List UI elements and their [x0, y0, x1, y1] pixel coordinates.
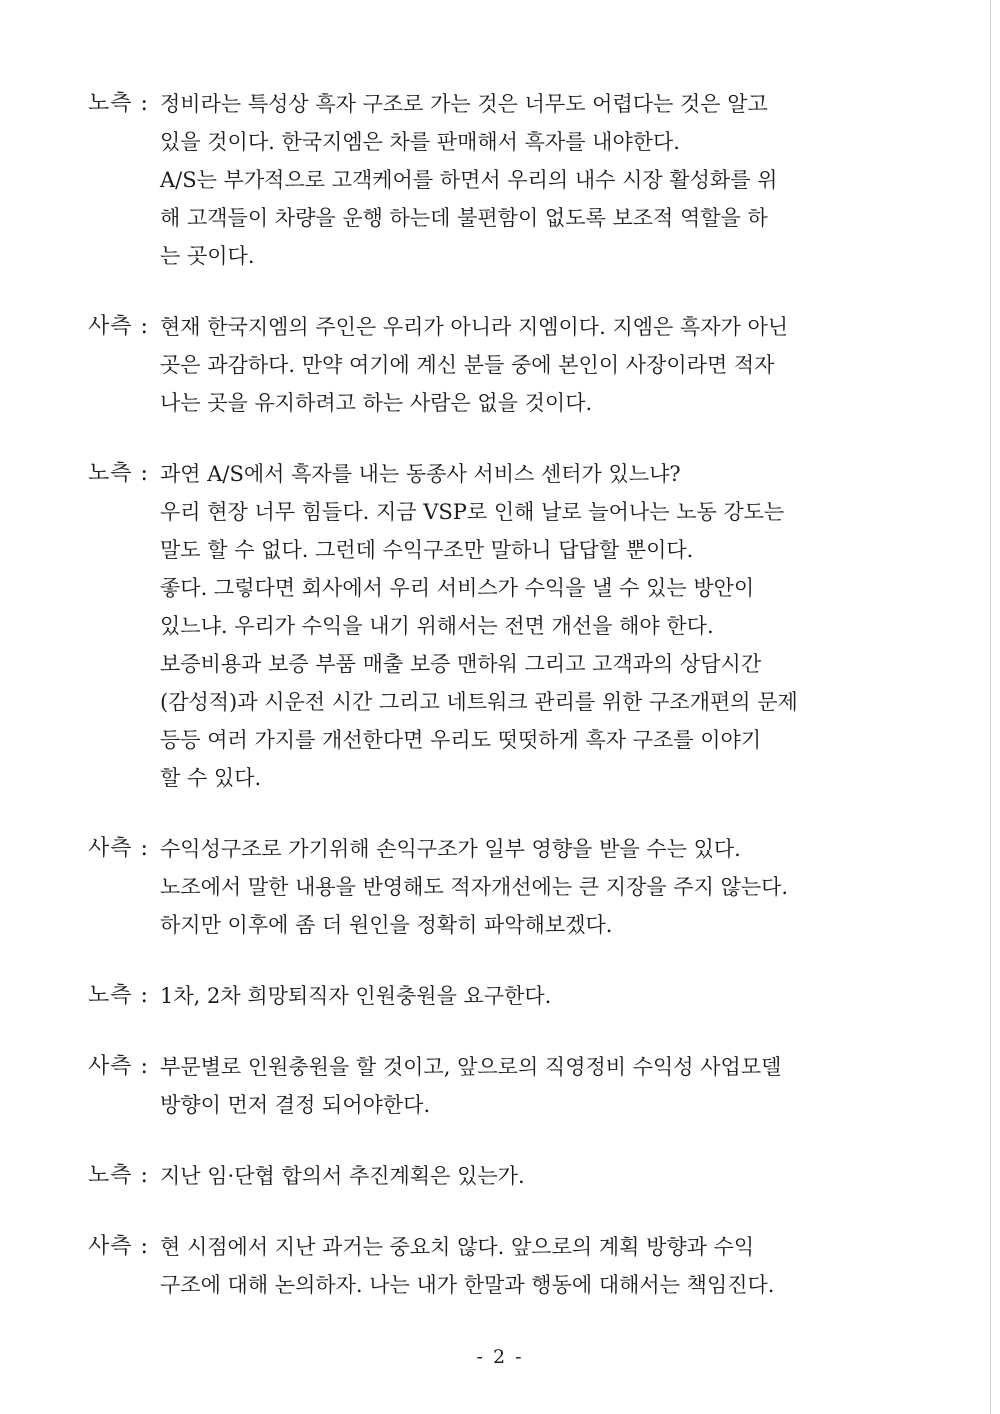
dialogue-entry — [88, 1228, 898, 1304]
dialogue-entry — [88, 308, 898, 422]
dialogue-text — [160, 830, 898, 944]
text-line: 현재 한국지엠의 주인은 우리가 아니라 지엠이다. 지엠은 흑자가 아닌 — [160, 315, 789, 339]
speaker-label: 노측 : — [88, 91, 149, 116]
text-line: 는 곳이다. — [160, 244, 255, 268]
dialogue-entry — [88, 977, 898, 1015]
speaker-label: 사측 : — [88, 314, 149, 339]
text-line: 정비라는 특성상 흑자 구조로 가는 것은 너무도 어렵다는 것은 알고 — [160, 92, 768, 116]
dialogue-text — [160, 308, 898, 422]
page-edge-line — [990, 0, 991, 1414]
text-line: 1차, 2차 희망퇴직자 인원충원을 요구한다. — [160, 984, 552, 1008]
dialogue-entry — [88, 1157, 898, 1195]
speaker-label: 사측 : — [88, 836, 149, 861]
dialogue-text — [160, 1228, 898, 1304]
text-line: 나는 곳을 유지하려고 하는 사람은 없을 것이다. — [160, 391, 593, 415]
dialogue-text — [160, 85, 898, 275]
dialogue-entry — [88, 830, 898, 944]
text-line: 과연 A/S에서 흑자를 내는 동종사 서비스 센터가 있느냐? — [160, 462, 681, 486]
text-line: 우리 현장 너무 힘들다. 지금 VSP로 인해 날로 늘어나는 노동 강도는 — [160, 500, 785, 524]
dialogue-text — [160, 1048, 898, 1124]
text-line: 노조에서 말한 내용을 반영해도 적자개선에는 큰 지장을 주지 않는다. — [160, 875, 789, 899]
text-line: 수익성구조로 가기위해 손익구조가 일부 영향을 받을 수는 있다. — [160, 837, 741, 861]
dialogue-text — [160, 1157, 898, 1195]
speaker-label: 사측 : — [88, 1234, 149, 1259]
speaker-label: 노측 : — [88, 1163, 149, 1188]
text-line: 지난 임·단협 합의서 추진계획은 있는가. — [160, 1164, 525, 1188]
text-line: 할 수 있다. — [160, 766, 262, 790]
text-line: A/S는 부가적으로 고객케어를 하면서 우리의 내수 시장 활성화를 위 — [160, 168, 778, 192]
speaker-label: 사측 : — [88, 1054, 149, 1079]
text-line: 해 고객들이 차량을 운행 하는데 불편함이 없도록 보조적 역할을 하 — [160, 206, 768, 230]
text-line: 하지만 이후에 좀 더 원인을 정확히 파악해보겠다. — [160, 913, 613, 937]
dialogue-entry — [88, 1048, 898, 1124]
text-line: 곳은 과감하다. 만약 여기에 계신 분들 중에 본인이 사장이라면 적자 — [160, 353, 775, 377]
text-line: 있느냐. 우리가 수익을 내기 위해서는 전면 개선을 해야 한다. — [160, 614, 714, 638]
dialogue-entry — [88, 85, 898, 275]
text-line: (감성적)과 시운전 시간 그리고 네트워크 관리를 위한 구조개편의 문제 — [160, 690, 798, 714]
text-line: 있을 것이다. 한국지엠은 차를 판매해서 흑자를 내야한다. — [160, 130, 680, 154]
speaker-label: 노측 : — [88, 983, 149, 1008]
dialogue-entry — [88, 455, 898, 797]
speaker-label: 노측 : — [88, 461, 149, 486]
text-line: 보증비용과 보증 부품 매출 보증 맨하워 그리고 고객과의 상담시간 — [160, 652, 762, 676]
document-body — [88, 85, 898, 1337]
page-number: - 2 - — [476, 1346, 524, 1368]
dialogue-text — [160, 977, 898, 1015]
text-line: 말도 할 수 없다. 그런데 수익구조만 말하니 답답할 뿐이다. — [160, 538, 694, 562]
text-line: 좋다. 그렇다면 회사에서 우리 서비스가 수익을 낼 수 있는 방안이 — [160, 576, 755, 600]
text-line: 구조에 대해 논의하자. 나는 내가 한말과 행동에 대해서는 책임진다. — [160, 1273, 775, 1297]
text-line: 현 시점에서 지난 과거는 중요치 않다. 앞으로의 계획 방향과 수익 — [160, 1235, 755, 1259]
dialogue-text — [160, 455, 898, 797]
text-line: 방향이 먼저 결정 되어야한다. — [160, 1093, 431, 1117]
text-line: 부문별로 인원충원을 할 것이고, 앞으로의 직영정비 수익성 사업모델 — [160, 1055, 782, 1079]
text-line: 등등 여러 가지를 개선한다면 우리도 떳떳하게 흑자 구조를 이야기 — [160, 728, 762, 752]
